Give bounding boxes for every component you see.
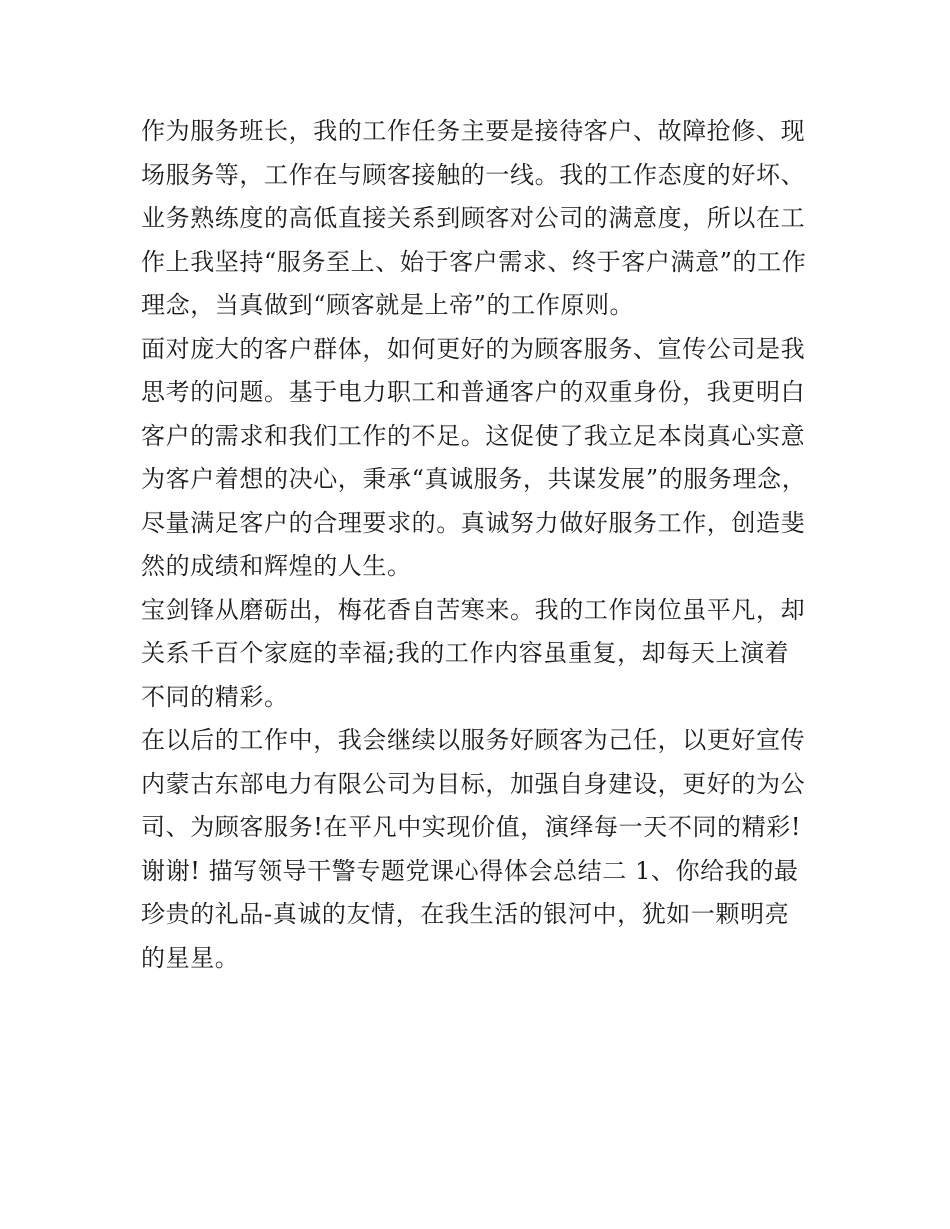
paragraph-4 (141, 719, 831, 980)
text-line: 的星星。 (141, 943, 240, 972)
text-line: 场服务等，工作在与顾客接触的一线。我的工作态度的好坏、 (141, 160, 806, 189)
document-body (141, 110, 831, 980)
text-line: 作为服务班长，我的工作任务主要是接待客户、故障抢修、现 (141, 117, 806, 145)
text-line: 在以后的工作中，我会继续以服务好顾客为己任，以更好宣传 (141, 726, 806, 754)
text-line: 为客户着想的决心，秉承“真诚服务，共谋发展”的服务理念， (141, 465, 807, 493)
text-line: 谢谢! 描写领导干警专题党课心得体会总结二 1、你给我的最 (141, 856, 799, 885)
text-line: 尽量满足客户的合理要求的。真诚努力做好服务工作，创造斐 (141, 508, 806, 537)
text-line: 珍贵的礼品-真诚的友情，在我生活的银河中，犹如一颗明亮 (141, 900, 790, 928)
paragraph-2 (141, 328, 831, 589)
text-line: 面对庞大的客户群体，如何更好的为顾客服务、宣传公司是我 (141, 334, 806, 363)
text-line: 作上我坚持“服务至上、始于客户需求、终于客户满意”的工作 (141, 247, 807, 276)
text-line: 宝剑锋从磨砺出，梅花香自苦寒来。我的工作岗位虽平凡，却 (141, 595, 806, 624)
text-line: 然的成绩和辉煌的人生。 (141, 552, 412, 580)
text-line: 不同的精彩。 (141, 682, 289, 711)
text-line: 内蒙古东部电力有限公司为目标，加强自身建设，更好的为公 (141, 769, 806, 798)
text-line: 业务熟练度的高低直接关系到顾客对公司的满意度，所以在工 (141, 204, 806, 232)
text-line: 司、为顾客服务!在平凡中实现价值，演绎每一天不同的精彩! (141, 813, 802, 841)
text-line: 理念，当真做到“顾客就是上帝”的工作原则。 (141, 291, 635, 319)
paragraph-1 (141, 110, 831, 328)
text-line: 客户的需求和我们工作的不足。这促使了我立足本岗真心实意 (141, 421, 806, 450)
paragraph-3 (141, 589, 831, 720)
text-line: 思考的问题。基于电力职工和普通客户的双重身份，我更明白 (141, 378, 806, 406)
text-line: 关系千百个家庭的幸福;我的工作内容虽重复，却每天上演着 (141, 639, 790, 667)
